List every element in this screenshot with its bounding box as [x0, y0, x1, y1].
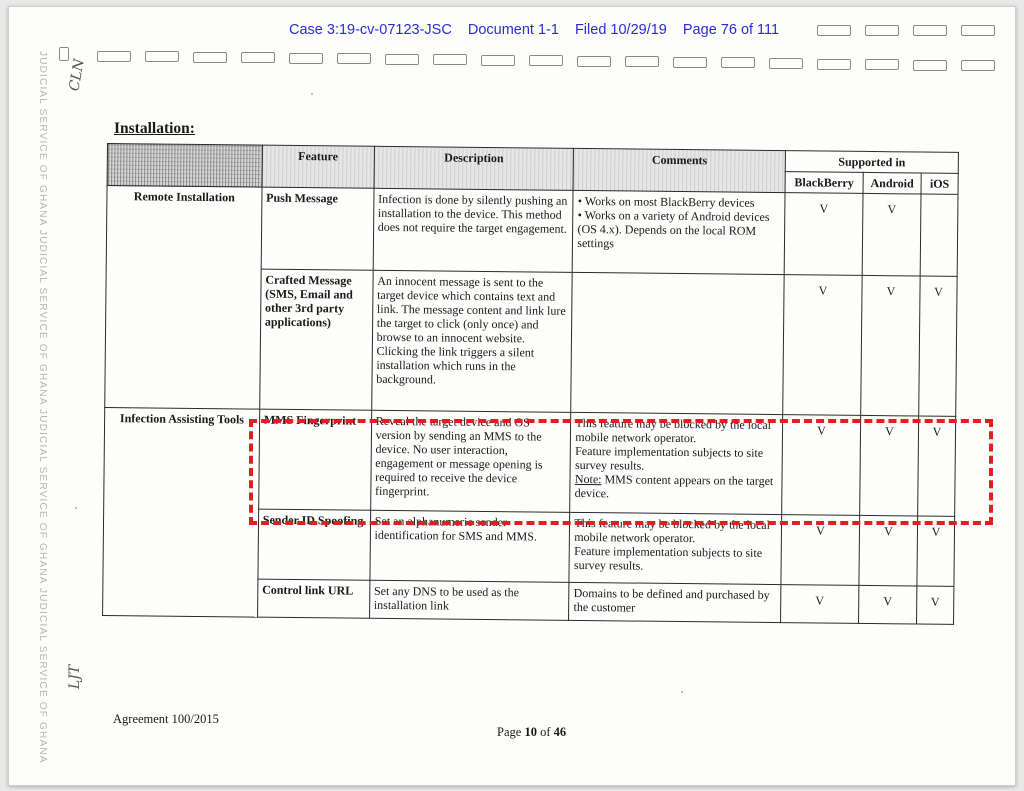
android-support: V: [859, 515, 918, 586]
comment-line: Feature implementation subjects to site survey results.: [573, 543, 763, 573]
punch-hole: [817, 59, 851, 70]
blackberry-support: V: [783, 275, 862, 416]
punch-hole: [337, 53, 371, 64]
page-of: of: [536, 725, 554, 739]
handwritten-initials-bottom: LJT: [67, 664, 84, 690]
feature-cell: MMS Fingerprint: [258, 409, 371, 510]
comments-cell: [569, 582, 781, 622]
punch-hole: [865, 59, 899, 70]
punch-hole: [769, 58, 803, 69]
installation-table-wrapper: [102, 143, 959, 625]
android-support: V: [860, 415, 919, 516]
punch-hole: [913, 60, 947, 71]
feature-cell: Crafted Message (SMS, Email and other 3rd party applications): [260, 269, 373, 410]
case-number: Case 3:19-cv-07123-JSC: [289, 22, 452, 38]
table-header-row: [107, 144, 958, 174]
android-support: V: [861, 275, 920, 416]
description-cell: An innocent message is sent to the target device which contains text and link. The message content and link lure the target to click (only once) and browse to an innocent website. Clicking the link triggers a silent installation which runs in the background.: [371, 270, 572, 412]
header-supported-in: Supported in: [785, 151, 958, 174]
header-ios: iOS: [921, 173, 958, 194]
android-support: V: [862, 193, 921, 276]
feature-cell: Push Message: [261, 187, 374, 270]
punch-hole: [913, 25, 947, 36]
comment-line: Feature implementation subjects to site survey results.: [574, 443, 764, 473]
comment-line: This feature may be blocked by the local mobile network operator.: [575, 415, 772, 446]
header-android: Android: [863, 172, 921, 194]
punch-hole: [289, 53, 323, 64]
blackberry-support: V: [782, 415, 861, 516]
punch-hole: [193, 52, 227, 63]
scan-speck: [75, 507, 77, 509]
filing-page-number: Page 76 of 111: [682, 22, 780, 38]
feature-cell: Sender ID Spoofing: [258, 509, 371, 580]
blackberry-support: V: [784, 193, 863, 276]
page-prefix: Page: [497, 725, 525, 739]
header-comments: Comments: [573, 148, 785, 192]
punch-hole: [385, 54, 419, 65]
description-cell: Infection is done by silently pushing an installation to the device. This method does not require the target engagement.: [373, 188, 574, 272]
ios-support: [920, 194, 958, 276]
ios-support: V: [919, 276, 957, 416]
category-remote-installation: Remote Installation: [105, 186, 262, 410]
punch-hole: [59, 47, 69, 61]
agreement-footer: Agreement 100/2015: [113, 712, 219, 726]
category-infection-assisting-tools: Infection Assisting Tools: [103, 407, 260, 617]
judicial-service-watermark: JUDICIAL SERVICE OF GHANA JUDICIAL SERVICE OF GHANA JUDICIAL SERVICE OF GHANA JUDICIAL SERVICE OF GHANA: [37, 51, 48, 764]
page-current: 10: [524, 725, 537, 739]
table-row: [106, 186, 958, 277]
page-number-footer: [497, 725, 566, 740]
red-dashed-highlight-box: [249, 419, 993, 525]
punch-hole: [97, 51, 131, 62]
comment-line: Domains to be defined and purchased by the customer: [573, 585, 770, 615]
scan-speck: [681, 691, 683, 693]
punch-hole: [577, 56, 611, 67]
page-total: 46: [553, 725, 567, 739]
header-blackberry: BlackBerry: [785, 172, 863, 194]
punch-hole: [145, 51, 179, 62]
feature-cell: Control link URL: [257, 579, 369, 618]
header-blank-cell: [107, 144, 262, 188]
ios-support: V: [918, 416, 956, 516]
header-description: Description: [374, 146, 574, 190]
punch-hole: [625, 56, 659, 67]
filed-date: Filed 10/29/19: [574, 22, 667, 38]
installation-table: [102, 143, 959, 625]
note-label: Note:: [574, 471, 602, 487]
comments-cell: [573, 190, 786, 274]
ios-support: V: [916, 586, 953, 624]
court-filing-header: [289, 22, 791, 38]
punch-hole: [433, 54, 467, 65]
punch-hole: [961, 25, 995, 36]
scan-speck: [311, 93, 313, 95]
punch-hole: [817, 25, 851, 36]
description-cell: Set an alphanumeric sender identification for SMS and MMS.: [370, 510, 570, 582]
header-feature: Feature: [262, 145, 374, 188]
punch-hole: [673, 57, 707, 68]
comment-line: • Works on most BlackBerry devices: [577, 193, 755, 210]
document-number: Document 1-1: [467, 22, 559, 38]
punch-hole: [865, 25, 899, 36]
description-cell: Set any DNS to be used as the installation link: [369, 580, 569, 620]
punch-hole: [481, 55, 515, 66]
punch-hole-strip: [59, 45, 1009, 85]
note-text: MMS content appears on the target device.: [574, 472, 774, 501]
section-title: Installation:: [114, 120, 195, 137]
description-cell: Reveal the target device and OS version by sending an MMS to the device. No user interaction, engagement or message opening is required to receive the device fingerprint.: [370, 410, 571, 512]
ios-support: V: [917, 516, 955, 586]
handwritten-initials-top: CLN: [66, 57, 88, 93]
document-page: [8, 6, 1016, 786]
punch-hole: [241, 52, 275, 63]
android-support: V: [859, 585, 917, 624]
blackberry-support: V: [781, 585, 859, 624]
comment-line: This feature may be blocked by the local mobile network operator.: [574, 515, 771, 546]
comments-cell: [571, 272, 784, 414]
punch-hole: [961, 60, 995, 71]
blackberry-support: V: [781, 515, 860, 586]
comment-line: • Works on a variety of Android devices (OS 4.x). Depends on the local ROM settings: [577, 207, 770, 251]
punch-hole: [721, 57, 755, 68]
punch-hole: [529, 55, 563, 66]
